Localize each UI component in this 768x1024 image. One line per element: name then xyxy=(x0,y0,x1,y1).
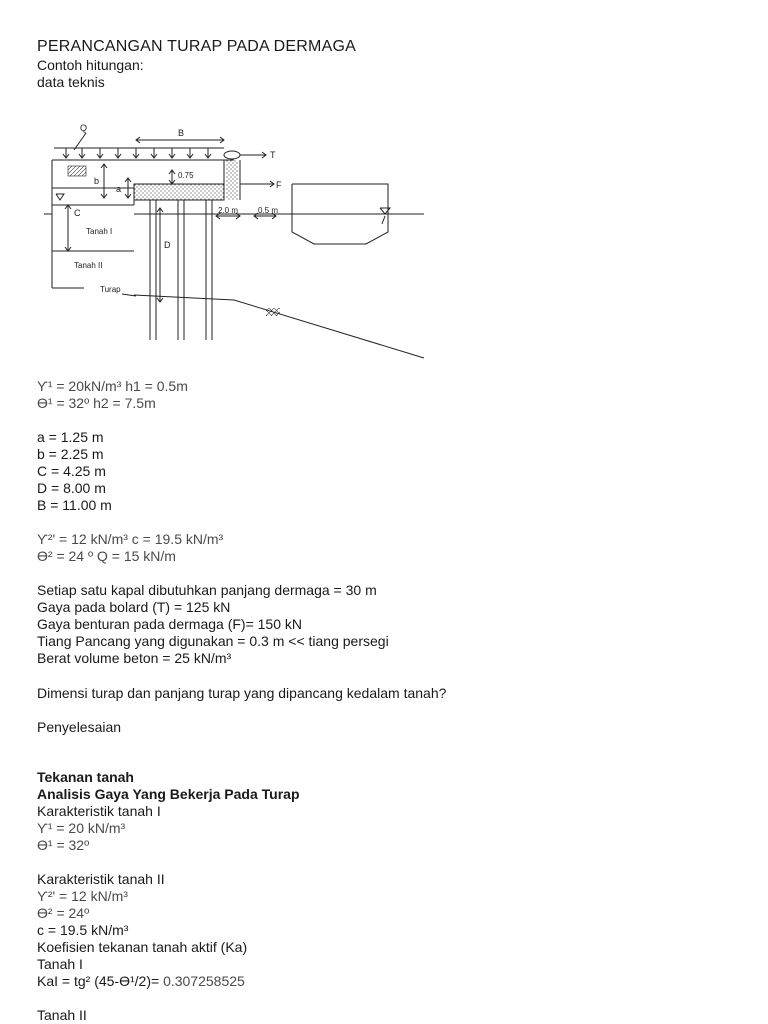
subtitle-contoh: Contoh hitungan: xyxy=(37,57,144,73)
label-b: b xyxy=(94,176,100,186)
condition-line-1: Setiap satu kapal dibutuhkan panjang dermaga = 30 m xyxy=(37,582,377,598)
label-075: 0.75 xyxy=(178,171,194,180)
label-2m: 2.0 m xyxy=(218,206,239,215)
param-c: C = 4.25 m xyxy=(37,463,106,479)
subtitle-data-teknis: data teknis xyxy=(37,74,105,90)
label-05m: 0.5 m xyxy=(258,206,279,215)
label-tanah-i: Tanah I xyxy=(86,227,113,236)
dock-diagram xyxy=(44,118,434,368)
question-text: Dimensi turap dan panjang turap yang dipancang kedalam tanah? xyxy=(37,685,447,701)
param-gamma1-h1: ϒ¹ = 20kN/m³ h1 = 0.5m xyxy=(37,378,188,394)
label-turap: Turap xyxy=(100,285,121,294)
tanah-ii-theta: ϴ² = 24º xyxy=(37,905,90,921)
kal-value: 0.307258525 xyxy=(163,973,245,989)
label-Q: Q xyxy=(80,123,88,133)
solution-label: Penyelesaian xyxy=(37,719,122,735)
condition-line-3: Gaya benturan pada dermaga (F)= 150 kN xyxy=(37,616,302,632)
param-a: a = 1.25 m xyxy=(37,429,104,445)
label-a: a xyxy=(116,184,122,194)
tanah-ii-gamma: ϒ²' = 12 kN/m³ xyxy=(37,888,128,904)
kal-formula-text: KaI = tg² (45-ϴ¹/2)= xyxy=(37,973,164,989)
dock-diagram-svg xyxy=(44,118,434,368)
label-D: D xyxy=(164,240,171,250)
param-theta1-h2: ϴ¹ = 32º h2 = 7.5m xyxy=(37,395,156,411)
param-gamma2-c: ϒ²' = 12 kN/m³ c = 19.5 kN/m³ xyxy=(37,531,224,547)
condition-line-2: Gaya pada bolard (T) = 125 kN xyxy=(37,599,231,615)
condition-line-5: Berat volume beton = 25 kN/m³ xyxy=(37,650,232,666)
label-T: T xyxy=(270,150,276,160)
tanah-ii-label: Tanah II xyxy=(37,1007,87,1023)
heading-tekanan-tanah: Tekanan tanah xyxy=(37,769,134,785)
label-F: F xyxy=(276,180,282,190)
heading-analisis-gaya: Analisis Gaya Yang Bekerja Pada Turap xyxy=(37,786,300,802)
tanah-i-theta: ϴ¹ = 32º xyxy=(37,837,90,853)
condition-line-4: Tiang Pancang yang digunakan = 0.3 m << tiang persegi xyxy=(37,633,389,649)
param-theta2-q: ϴ² = 24 º Q = 15 kN/m xyxy=(37,548,176,564)
param-bb: B = 11.00 m xyxy=(37,497,112,513)
koefisien-ka: Koefisien tekanan tanah aktif (Ka) xyxy=(37,939,248,955)
tanah-ii-c: c = 19.5 kN/m³ xyxy=(37,922,129,938)
label-tanah-ii: Tanah II xyxy=(74,261,103,270)
param-d: D = 8.00 m xyxy=(37,480,106,496)
page-title: PERANCANGAN TURAP PADA DERMAGA xyxy=(37,38,356,55)
tanah-i-label: Tanah I xyxy=(37,956,83,972)
karakteristik-tanah-ii: Karakteristik tanah II xyxy=(37,871,165,887)
kal-formula xyxy=(37,973,245,990)
label-B: B xyxy=(178,128,185,138)
label-C: C xyxy=(74,208,81,218)
tanah-i-gamma: ϒ¹ = 20 kN/m³ xyxy=(37,820,126,836)
karakteristik-tanah-i: Karakteristik tanah I xyxy=(37,803,161,819)
param-b: b = 2.25 m xyxy=(37,446,104,462)
